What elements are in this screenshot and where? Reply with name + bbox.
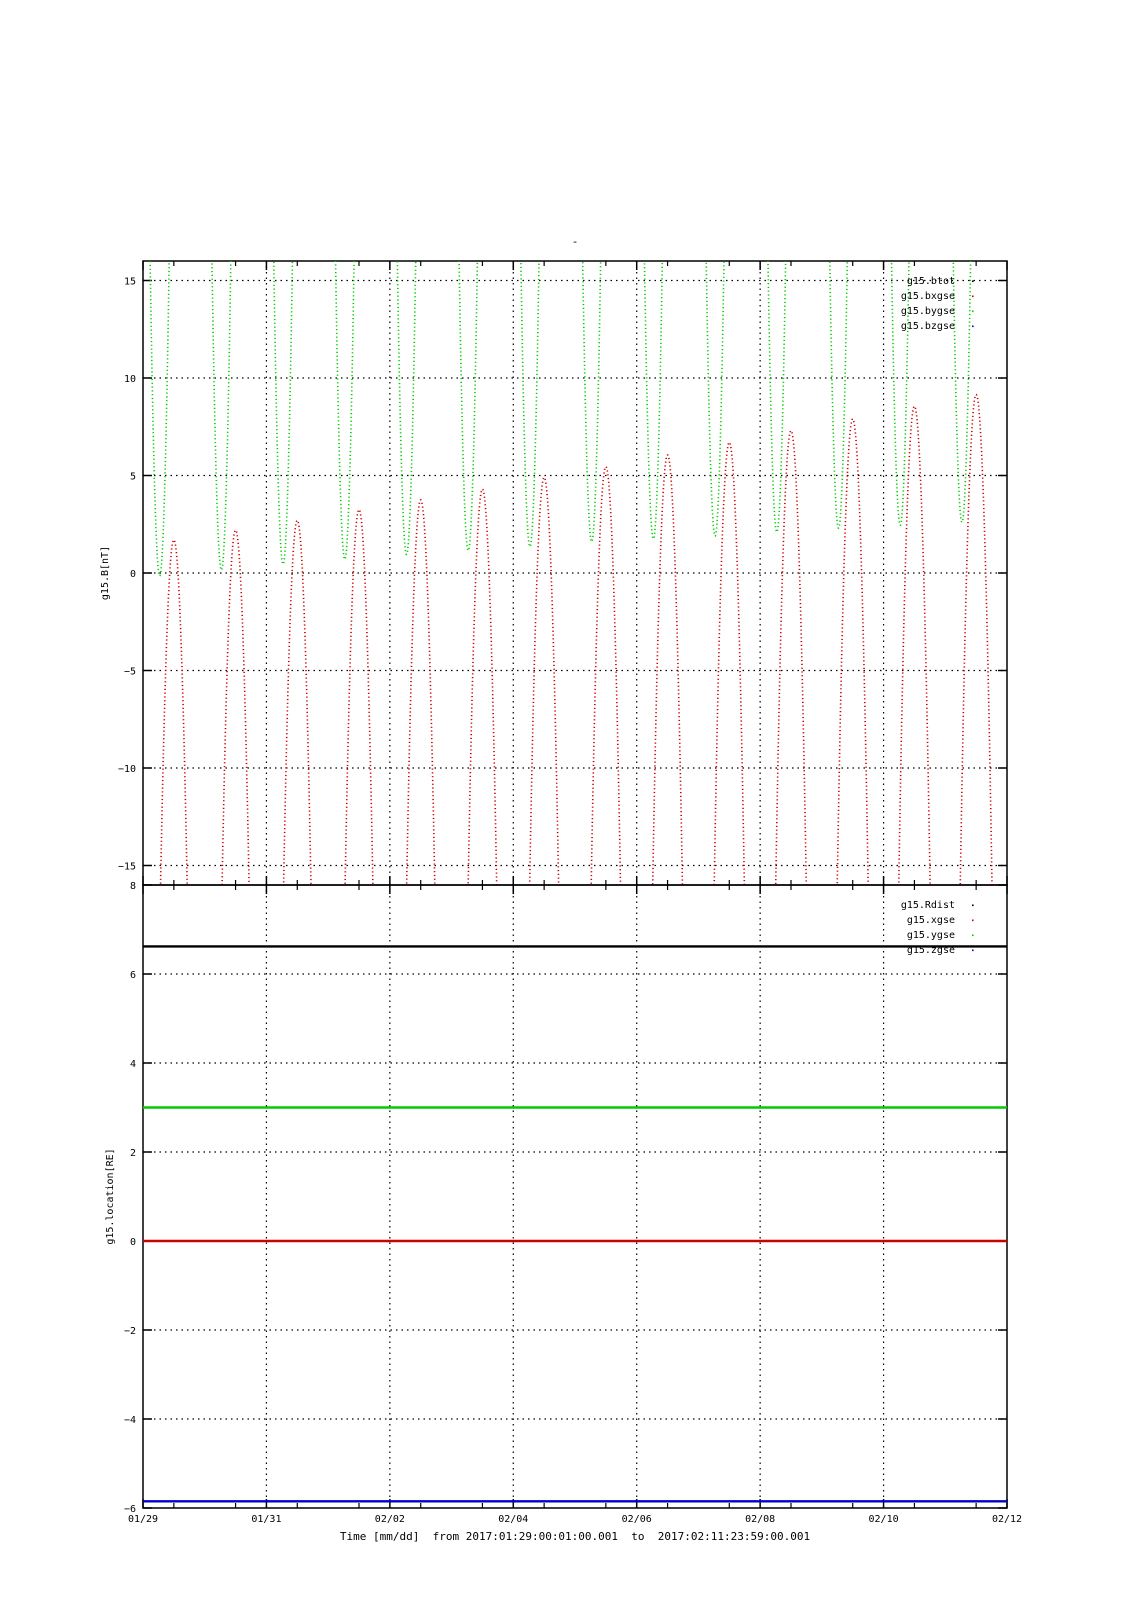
plot-frame [143, 261, 1007, 885]
y-tick-label: 4 [129, 1059, 136, 1070]
y-tick-label: 2 [129, 1148, 136, 1159]
y-tick-label: 6 [129, 970, 136, 981]
legend-marker-g15.bzgse [972, 326, 974, 328]
y-tick-label: −5 [123, 666, 136, 678]
y-tick-label: −6 [123, 1504, 136, 1515]
y-tick-label: 5 [129, 471, 136, 483]
legend-marker-g15.btot [972, 281, 974, 283]
y-tick-label: 0 [129, 1237, 136, 1248]
y-tick-label: 15 [123, 276, 136, 288]
location-panel [105, 881, 1007, 1515]
legend [901, 276, 974, 332]
legend-marker-g15.xgse [972, 920, 974, 922]
legend-marker-g15.ygse [972, 935, 974, 937]
x-axis-label: Time [mm/dd] from 2017:01:29:00:01:00.001 to 2017:02:11:23:59:00.001 [339, 1530, 811, 1543]
legend-label-g15.xgse: g15.xgse [906, 915, 955, 926]
plot-area [143, 222, 1007, 924]
plot-area [143, 946, 1007, 1501]
y-tick-label: 8 [129, 881, 136, 892]
legend-label-g15.bzgse: g15.bzgse [900, 321, 955, 332]
y-tick-label: −4 [123, 1415, 136, 1426]
x-tick-label: 02/06 [621, 1514, 652, 1525]
y-tick-label: −2 [123, 1326, 136, 1337]
chart-title: - [571, 235, 579, 248]
x-tick-label: 02/04 [498, 1514, 529, 1525]
magnetic-field-panel [100, 222, 1007, 924]
x-tick-label: 02/02 [374, 1514, 405, 1525]
y-axis-label: g15.B[nT] [100, 545, 111, 601]
plot-frame [143, 885, 1007, 1508]
x-tick-label: 02/10 [868, 1514, 899, 1525]
y-axis-label: g15.location[RE] [105, 1148, 116, 1245]
y-tick-label: 10 [123, 374, 136, 385]
x-tick-label: 01/29 [127, 1514, 159, 1525]
y-tick-label: 0 [129, 569, 136, 580]
legend-marker-g15.zgse [972, 950, 974, 952]
legend-label-g15.btot: g15.btot [906, 276, 955, 287]
x-tick-label: 01/31 [251, 1514, 282, 1525]
legend-label-g15.ygse: g15.ygse [906, 930, 955, 941]
legend-label-g15.bygse: g15.bygse [900, 306, 955, 317]
legend-marker-g15.bxgse [972, 296, 974, 298]
x-tick-label: 02/08 [745, 1514, 776, 1525]
y-tick-label: −10 [117, 764, 136, 775]
legend-label-g15.zgse: g15.zgse [906, 945, 955, 956]
y-tick-label: −15 [117, 861, 136, 873]
x-tick-labels [128, 1514, 1022, 1525]
series-line-g15.bygse [143, 222, 1007, 576]
x-tick-label: 02/12 [991, 1514, 1023, 1525]
legend-label-g15.Rdist: g15.Rdist [900, 900, 955, 911]
series-line-g15.bxgse [143, 395, 1007, 924]
legend-marker-g15.Rdist [972, 905, 974, 907]
legend-label-g15.bxgse: g15.bxgse [900, 291, 955, 302]
legend-marker-g15.bygse [972, 311, 974, 313]
